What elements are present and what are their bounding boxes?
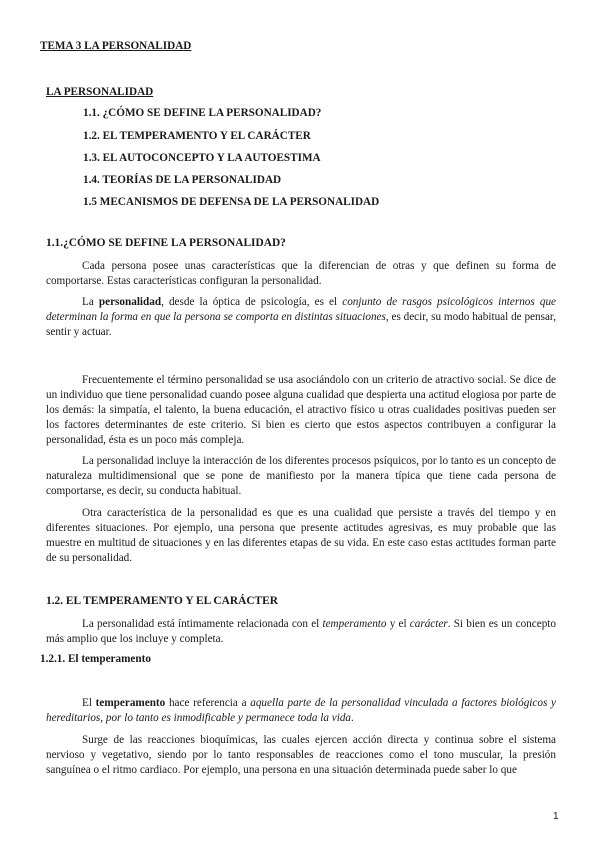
page-number: 1 (553, 811, 559, 822)
toc-item: 1.3. EL AUTOCONCEPTO Y LA AUTOESTIMA (83, 152, 321, 164)
heading-1-2-1: 1.2.1. El temperamento (40, 653, 151, 665)
toc-item: 1.2. EL TEMPERAMENTO Y EL CARÁCTER (83, 130, 311, 142)
paragraph: Surge de las reacciones bioquímicas, las cuales ejercen acción directa y continua sobre el sistema nervioso y vegetativo, siendo por lo tanto responsables de reacciones como el tono muscular, la presión sanguínea o el ritmo cardiaco. Por ejemplo, una persona en una situación determinada puede saber lo que (46, 734, 556, 776)
toc-item: 1.5 MECANISMOS DE DEFENSA DE LA PERSONALIDAD (83, 196, 380, 208)
paragraph: La personalidad incluye la interacción de los diferentes procesos psíquicos, por lo tanto es un concepto de naturaleza multidimensional que se pone de manifiesto por la manera típica que tiene cada persona de comportarse, es decir, su conducta habitual. (46, 455, 556, 497)
toc-item: 1.4. TEORÍAS DE LA PERSONALIDAD (83, 174, 282, 186)
toc-item: 1.1. ¿CÓMO SE DEFINE LA PERSONALIDAD? (83, 107, 322, 119)
paragraph: Otra característica de la personalidad es que es una cualidad que persiste a través del tiempo y en diferentes situaciones. Por ejemplo, una persona que presente actitudes agresivas, es muy probable que las muestre en multitud de situaciones y en las diferentes etapas de su vida. En este caso estas actitudes forman parte de su personalidad. (46, 507, 556, 564)
heading-1-2: 1.2. EL TEMPERAMENTO Y EL CARÁCTER (46, 595, 278, 607)
heading-1-1: 1.1.¿CÓMO SE DEFINE LA PERSONALIDAD? (46, 237, 286, 249)
paragraph: La personalidad está íntimamente relacionada con el temperamento y el carácter. Si bien es un concepto más amplio que los incluye y completa. (46, 618, 556, 645)
paragraph: Frecuentemente el término personalidad se usa asociándolo con un criterio de atractivo social. Se dice de un individuo que tiene personalidad cuando posee alguna cualidad que despierta una actitud elogiosa por parte de los demás: la simpatía, el talento, la buena educación, el atractivo físico u otras cualidades positivas pueden ser los factores determinantes de este criterio. Si bien es cierto que estos aspectos contribuyen a configurar la personalidad, ésta es un poco más compleja. (46, 374, 556, 446)
paragraph: La personalidad, desde la óptica de psicología, es el conjunto de rasgos psicológicos internos que determinan la forma en que la persona se comporta en distintas situaciones, es decir, su modo habitual de pensar, sentir y actuar. (46, 296, 557, 338)
section-heading: LA PERSONALIDAD (46, 86, 154, 98)
paragraph: El temperamento hace referencia a aquella parte de la personalidad vinculada a factores biológicos y hereditarios, por lo tanto es inmodificable y permanece toda la vida. (46, 697, 556, 724)
paragraph: Cada persona posee unas características que la diferencian de otras y que definen su forma de comportarse. Estas características configuran la personalidad. (46, 260, 556, 287)
document-title: TEMA 3 LA PERSONALIDAD (40, 40, 192, 52)
